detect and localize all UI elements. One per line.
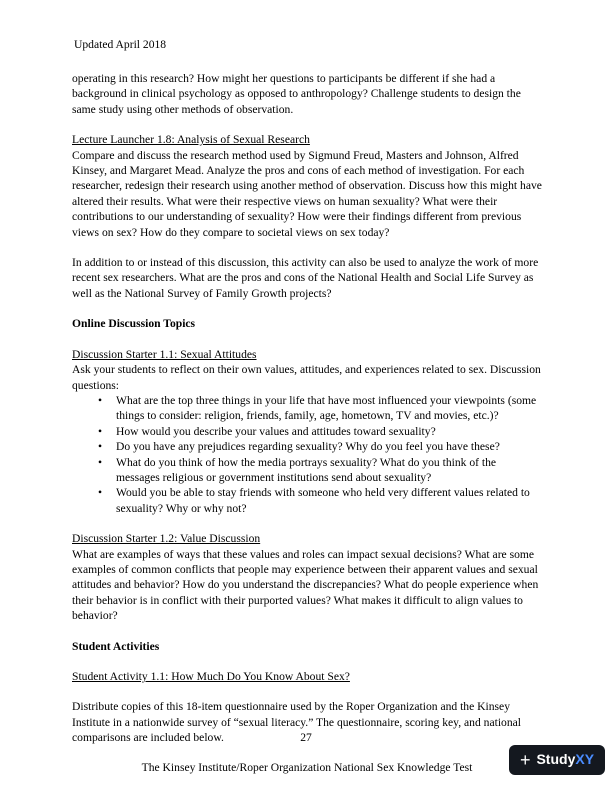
student-activity-body: Distribute copies of this 18-item questionnaire used by the Roper Organization and the Kinsey Institute in a nationwide survey of “sexual literacy.” The questionnaire, scoring key, and national comparisons are included below. — [72, 700, 522, 745]
student-activities-heading: Student Activities — [72, 639, 160, 653]
discussion-starter-2-body: What are examples of ways that these values and roles can impact sexual decisions? What are some examples of common conflicts that people may experience between their apparent values and sexual attitudes and behavior? How do you understand the discrepancies? What do people experience when their behavior is in conflict with their purported values? What makes it difficult to align values to behavior? — [72, 547, 539, 623]
lecture-launcher-body: Compare and discuss the research method used by Sigmund Freud, Masters and Johnson, Alfred Kinsey, and Margaret Mead. Analyze the pros and cons of each method of investigation. For each researcher, redesign their research using another method of observation. Discuss how this might have altered their results. What were their respective views on human sexuality? What were their contributions to our understanding of sexuality? How were their findings different from previous views on sex? How do they compare to societal views on sex today? — [72, 148, 542, 239]
test-title: The Kinsey Institute/Roper Organization National Sex Knowledge Test — [141, 760, 473, 774]
discussion-questions-list — [72, 393, 542, 516]
lecture-launcher-title: Lecture Launcher 1.8: Analysis of Sexual Research — [72, 133, 310, 147]
badge-label — [536, 752, 594, 767]
studyxy-badge[interactable] — [509, 745, 605, 775]
badge-label-xy: XY — [575, 751, 595, 768]
online-discussion-heading: Online Discussion Topics — [72, 317, 196, 331]
page-content — [72, 71, 542, 775]
discussion-starter-1-title: Discussion Starter 1.1: Sexual Attitudes — [72, 347, 257, 361]
discussion-starter-1-intro: Ask your students to reflect on their own values, attitudes, and experiences related to sex. Discussion questions: — [72, 363, 541, 392]
student-activity-title: Student Activity 1.1: How Much Do You Know About Sex? — [72, 670, 350, 683]
list-item: • What do you think of how the media portrays sexuality? What do you think of the messages religious or government institutions send about sexuality? — [116, 455, 542, 486]
badge-label-study: Study — [536, 751, 576, 768]
page-number: 27 — [300, 731, 312, 744]
list-item: • Do you have any prejudices regarding sexuality? Why do you feel you have these? — [116, 439, 542, 454]
lecture-launcher-addition: In addition to or instead of this discussion, this activity can also be used to analyze the work of more recent sex researchers. What are the pros and cons of the National Health and Social Life Survey as well as the National Survey of Family Growth projects? — [72, 256, 539, 300]
plus-icon: + — [519, 750, 531, 770]
discussion-starter-2-title: Discussion Starter 1.2: Value Discussion — [72, 532, 261, 546]
page-header: Updated April 2018 — [74, 38, 167, 51]
list-item: • How would you describe your values and attitudes toward sexuality? — [116, 424, 542, 439]
intro-paragraph: operating in this research? How might her questions to participants be different if she had a background in clinical psychology as opposed to anthropology? Challenge students to design the same study using other methods of observation. — [72, 72, 521, 116]
list-item: • What are the top three things in your life that have most influenced your viewpoints (some things to consider: religion, friends, family, age, hometown, TV and movies, etc.)? — [116, 393, 542, 424]
list-item: • Would you be able to stay friends with someone who held very different values related to sexuality? Why or why not? — [116, 485, 542, 516]
